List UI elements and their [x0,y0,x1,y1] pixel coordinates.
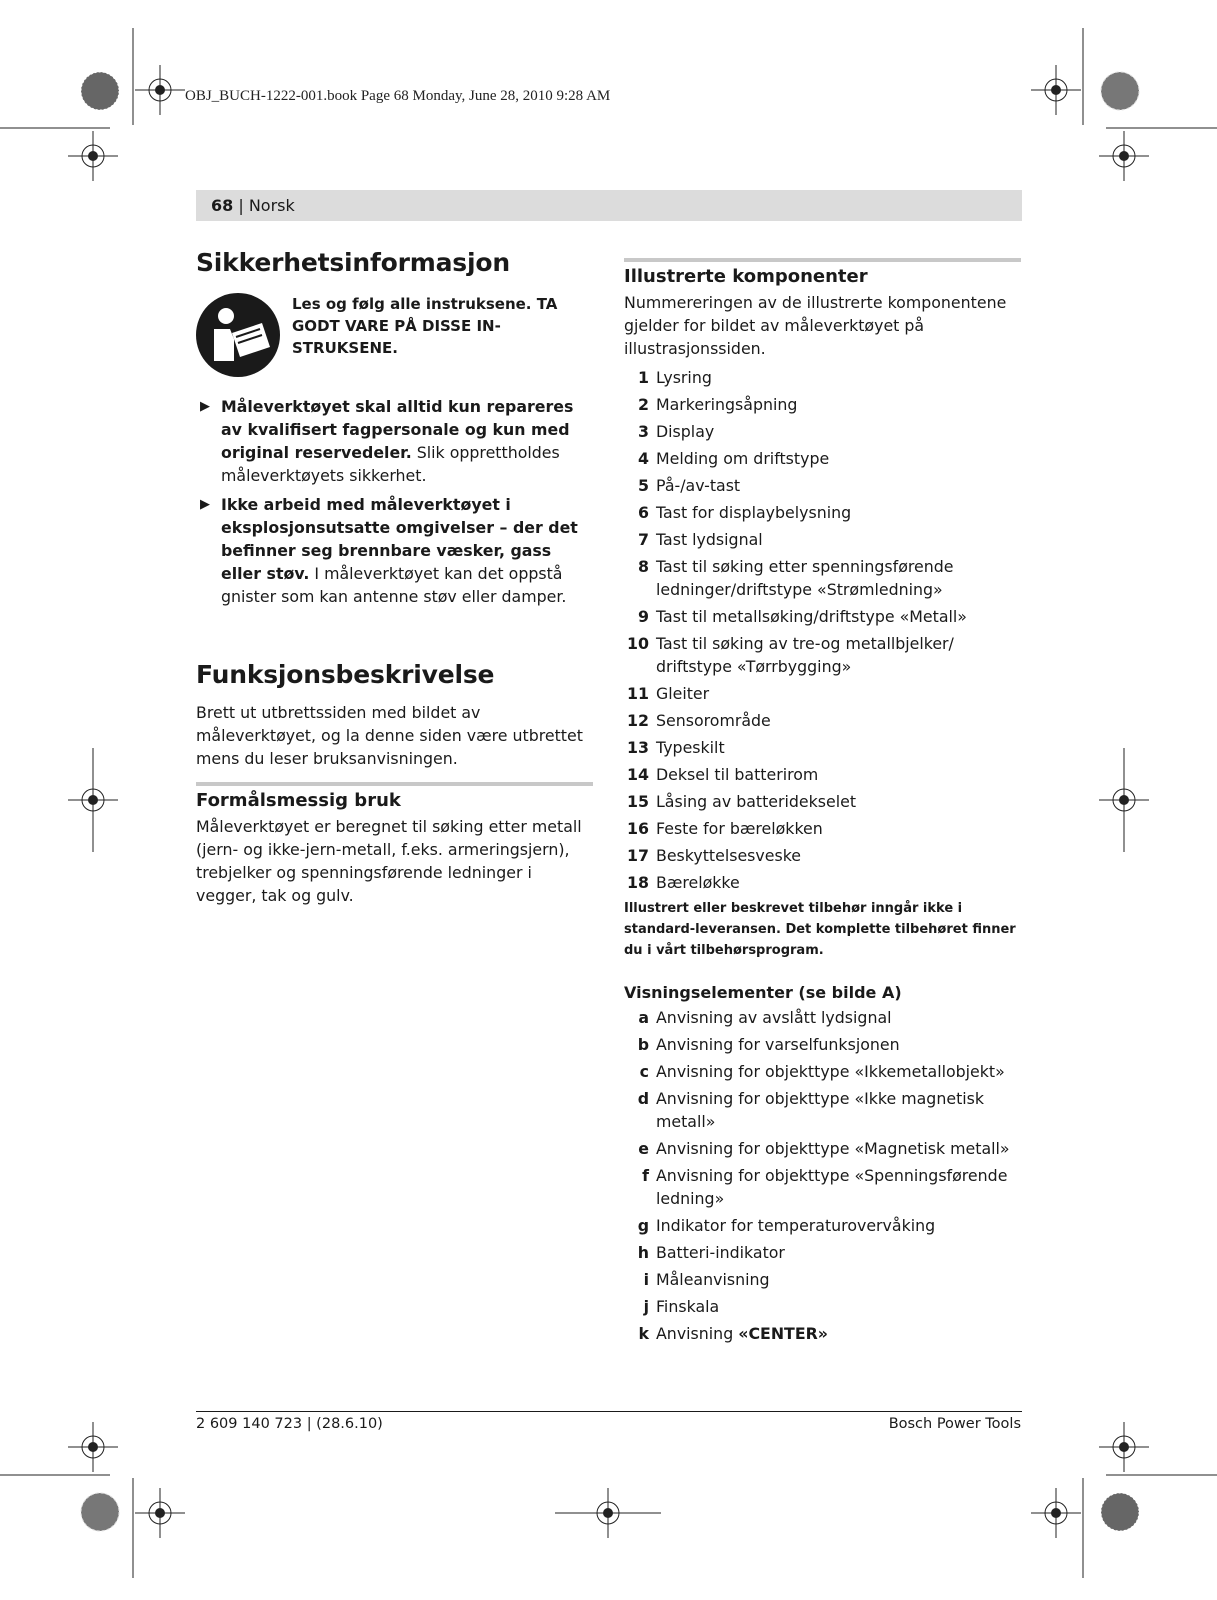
item-number: 15 [627,792,649,811]
list-item [624,790,1021,813]
intended-use-title: Formålsmessig bruk [196,790,401,811]
intended-use-text: Måleverktøyet er beregnet til søking etter metall (jern- og ikke-jern-metall, f.eks. armeringsjern), trebjelker og spenningsførende ledninger i vegger, tak og gulv. [196,817,582,905]
list-item [624,1137,1021,1160]
item-number: b [637,1035,649,1054]
item-number: g [637,1216,649,1235]
components-intro: Nummereringen av de illustrerte komponentene gjelder for bildet av måleverktøyet på illustrasjonssiden. [624,293,1007,358]
list-item [624,528,1021,551]
warning-box [196,293,593,377]
item-number: 13 [627,738,649,757]
item-text: Tast til søking etter spenningsførende ledninger/driftstype «Strømledning» [656,557,954,599]
item-text: Finskala [656,1297,720,1316]
item-number: 9 [638,607,649,626]
page-language: Norsk [248,196,295,215]
list-item [624,1164,1021,1210]
list-item [624,1214,1021,1237]
list-item [624,447,1021,470]
item-text: Anvisning av avslått lydsignal [656,1008,892,1027]
list-item [624,420,1021,443]
bullet-triangle-icon: ▶ [200,399,210,414]
warning-text: Les og følg alle instruksene. TA GODT VARE PÅ DISSE IN-STRUKSENE. [292,295,558,357]
accessory-note: Illustrert eller beskrevet tilbehør inngår ikke i standard-leveransen. Det komplette tilbehøret finner du i vårt tilbehørsprogram. [624,901,1016,958]
section-rule [196,782,593,786]
list-item [624,1087,1021,1133]
list-item [624,366,1021,389]
item-number: 10 [627,634,649,653]
item-text: Tast til søking av tre-og metallbjelker/ driftstype «Tørrbygging» [656,634,954,676]
list-item [624,736,1021,759]
item-number: i [643,1270,649,1289]
list-item [624,1006,1021,1029]
item-text: Tast til metallsøking/driftstype «Metall» [656,607,967,626]
list-item [624,1241,1021,1264]
item-number: 18 [627,873,649,892]
item-text: Feste for bæreløkken [656,819,823,838]
list-item [624,844,1021,867]
item-text: Anvisning for objekttype «Spenningsførende ledning» [656,1166,1008,1208]
list-item [624,763,1021,786]
right-column [624,258,1021,1349]
item-number: 14 [627,765,649,784]
item-text: Lysring [656,368,712,387]
components-title: Illustrerte komponenter [624,266,868,287]
item-number: 3 [638,422,649,441]
item-text: Markeringsåpning [656,395,798,414]
item-number: 16 [627,819,649,838]
printer-info-line: OBJ_BUCH-1222-001.book Page 68 Monday, June 28, 2010 9:28 AM [185,88,611,104]
item-text: Display [656,422,715,441]
list-item [624,632,1021,678]
list-item [624,871,1021,894]
item-text: Deksel til batterirom [656,765,819,784]
item-number: c [639,1062,649,1081]
item-bold-text: «CENTER» [738,1324,828,1343]
list-item [624,1295,1021,1318]
bullet-triangle-icon: ▶ [200,497,210,512]
item-text: Anvisning for objekttype «Magnetisk metall» [656,1139,1010,1158]
item-text: Indikator for temperaturovervåking [656,1216,936,1235]
item-text: Beskyttelsesveske [656,846,801,865]
item-number: 4 [638,449,649,468]
list-item [624,1268,1021,1291]
item-text: Bæreløkke [656,873,740,892]
list-item [624,393,1021,416]
item-number: 11 [627,684,649,703]
item-number: 6 [638,503,649,522]
display-elements-title: Visningselementer (se bilde A) [624,983,902,1002]
display-elements-list [624,1006,1021,1318]
components-list [624,366,1021,894]
item-text: Sensorområde [656,711,771,730]
item-text: Gleiter [656,684,710,703]
list-item [624,555,1021,601]
list-item [624,1033,1021,1056]
left-column [196,248,593,907]
item-number: 2 [638,395,649,414]
item-number: d [637,1089,649,1108]
item-number: j [643,1297,649,1316]
item-number: 8 [638,557,649,576]
safety-title: Sikkerhetsinformasjon [196,248,510,277]
function-title: Funksjonsbeskrivelse [196,660,495,689]
item-number: a [638,1008,649,1027]
page-header-bar: 68 | Norsk [196,190,1022,221]
list-item [624,1060,1021,1083]
list-item [624,817,1021,840]
item-number: e [638,1139,649,1158]
item-text: Tast for displaybelysning [656,503,852,522]
item-number: h [637,1243,649,1262]
function-text: Brett ut utbrettssiden med bildet av måleverktøyet, og la denne siden være utbrettet mens du leser bruksanvisningen. [196,703,583,768]
bullet-text: Slik opprettholdes måleverktøyets sikkerhet. [221,443,560,485]
footer-brand: Bosch Power Tools [888,1416,1021,1432]
safety-bullet [196,395,593,487]
bullet-text: I måleverktøyet kan det oppstå gnister som kan antenne støv eller damper. [221,564,567,606]
item-text: Tast lydsignal [656,530,763,549]
item-number: 5 [638,476,649,495]
item-text: Anvisning for objekttype «Ikke magnetisk metall» [656,1089,985,1131]
list-item [624,682,1021,705]
list-item [624,501,1021,524]
item-text: Typeskilt [656,738,725,757]
item-text: Måleanvisning [656,1270,770,1289]
list-item [624,1322,1021,1345]
item-text: Melding om driftstype [656,449,830,468]
list-item [624,474,1021,497]
list-item [624,605,1021,628]
item-number: 12 [627,711,649,730]
item-text: Batteri-indikator [656,1243,785,1262]
item-text: På-/av-tast [656,476,741,495]
item-letter: k [638,1324,649,1343]
item-number: 17 [627,846,649,865]
bullet-bold-text: Måleverktøyet skal alltid kun repareres av kvalifisert fagpersonale og kun med original reservedeler. [221,397,574,462]
footer-rule [196,1411,1022,1412]
item-number: 7 [638,530,649,549]
list-item [624,709,1021,732]
item-number: f [642,1166,649,1185]
item-text: Låsing av batteridekselet [656,792,857,811]
bullet-bold-text: Ikke arbeid med måleverktøyet i eksplosjonsutsatte omgivelser – der det befinner seg brennbare væsker, gass eller støv. [221,495,578,583]
read-manual-icon [196,293,280,377]
item-text: Anvisning for objekttype «Ikkemetallobjekt» [656,1062,1005,1081]
safety-bullet [196,493,593,608]
item-number: 1 [638,368,649,387]
section-rule [624,258,1021,262]
item-text: Anvisning [656,1324,739,1343]
item-text: Anvisning for varselfunksjonen [656,1035,900,1054]
footer-doc-number: 2 609 140 723 | (28.6.10) [196,1416,383,1432]
page-number: 68 [211,196,234,215]
